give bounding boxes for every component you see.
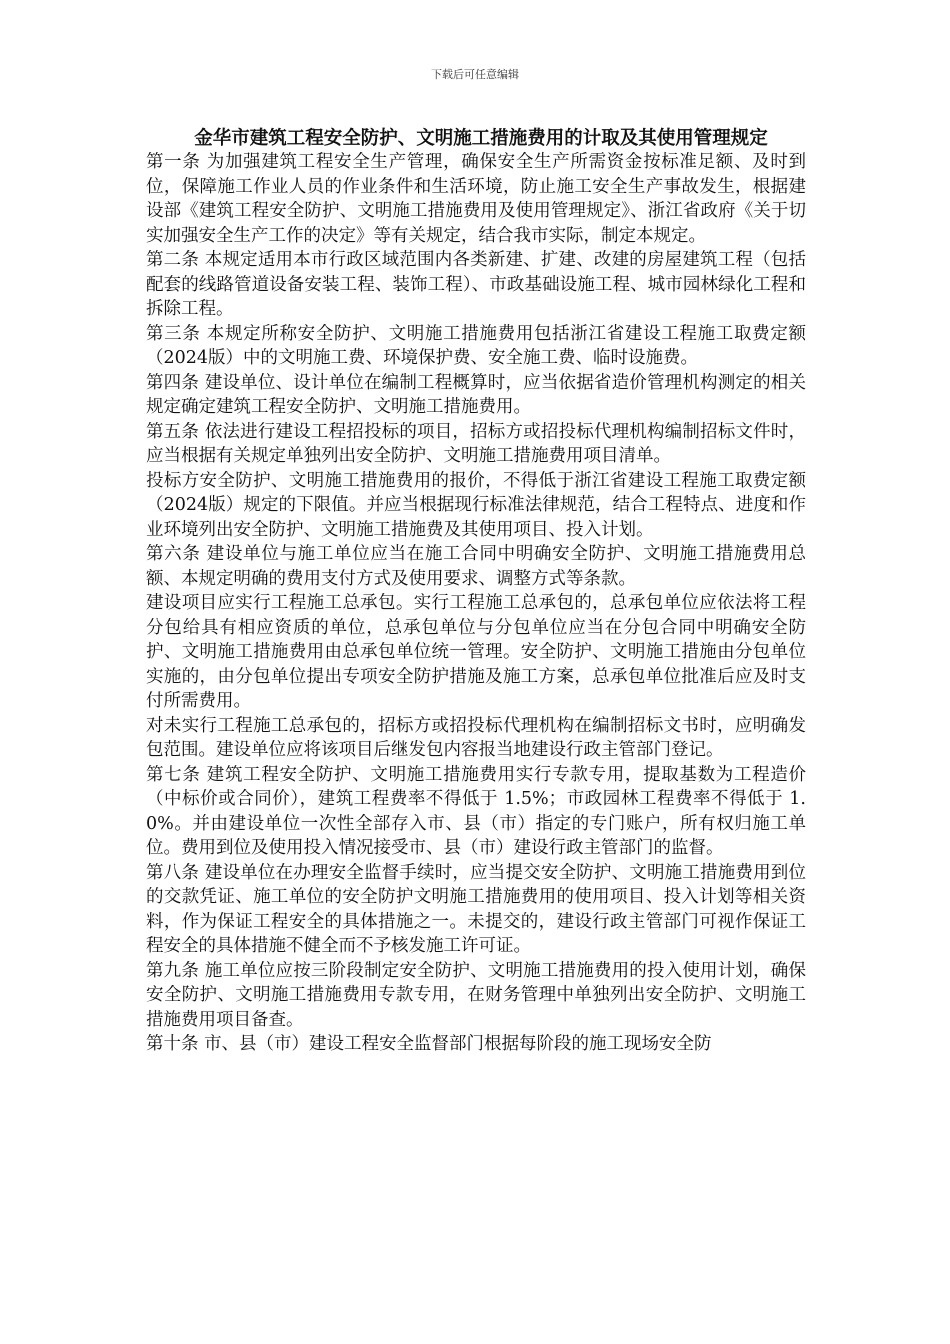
paragraph-article-4: 第四条 建设单位、设计单位在编制工程概算时，应当依据省造价管理机构测定的相关规定确定建筑工程安全防护、文明施工措施费用。: [146, 372, 806, 417]
paragraph-article-7: 第七条 建筑工程安全防护、文明施工措施费用实行专款专用，提取基数为工程造价（中标价或合同价），建筑工程费率不得低于 1.5%；市政园林工程费率不得低于 1.0%。并由建设单位一次性全部存入市、县（市）指定的专门账户，所有权归施工单位。费用到位及使用投入情况接受市、县（市）建设行政主管部门的监督。: [146, 764, 806, 858]
document-title: 金华市建筑工程安全防护、文明施工措施费用的计取及其使用管理规定: [194, 128, 768, 149]
paragraph-article-2: 第二条 本规定适用本市行政区域范围内各类新建、扩建、改建的房屋建筑工程（包括配套的线路管道设备安装工程、装饰工程）、市政基础设施工程、城市园林绿化工程和拆除工程。: [146, 250, 806, 319]
paragraph-article-5-cont: 投标方安全防护、文明施工措施费用的报价，不得低于浙江省建设工程施工取费定额（2024版）规定的下限值。并应当根据现行标准法律规范，结合工程特点、进度和作业环境列出安全防护、文明施工措施费及其使用项目、投入计划。: [146, 470, 806, 540]
paragraph-article-8: 第八条 建设单位在办理安全监督手续时，应当提交安全防护、文明施工措施费用到位的交款凭证、施工单位的安全防护文明施工措施费用的使用项目、投入计划等相关资料，作为保证工程安全的具体措施之一。未提交的，建设行政主管部门可视作保证工程安全的具体措施不健全而不予核发施工许可证。: [146, 862, 806, 956]
document-body: [146, 150, 806, 1057]
paragraph-article-3: 第三条 本规定所称安全防护、文明施工措施费用包括浙江省建设工程施工取费定额（2024版）中的文明施工费、环境保护费、安全施工费、临时设施费。: [146, 323, 806, 368]
paragraph-article-1: 第一条 为加强建筑工程安全生产管理，确保安全生产所需资金按标准足额、及时到位，保障施工作业人员的作业条件和生活环境，防止施工安全生产事故发生，根据建设部《建筑工程安全防护、文明施工措施费用及使用管理规定》、浙江省政府《关于切实加强安全生产工作的决定》等有关规定，结合我市实际，制定本规定。: [146, 152, 806, 246]
paragraph-article-6-cont-1: 建设项目应实行工程施工总承包。实行工程施工总承包的，总承包单位应依法将工程分包给具有相应资质的单位，总承包单位与分包单位应当在分包合同中明确安全防护、文明施工措施费用由总承包单位统一管理。安全防护、文明施工措施由分包单位实施的，由分包单位提出专项安全防护措施及施工方案，总承包单位批准后应及时支付所需费用。: [146, 593, 806, 711]
paragraph-article-9: 第九条 施工单位应按三阶段制定安全防护、文明施工措施费用的投入使用计划，确保安全防护、文明施工措施费用专款专用，在财务管理中单独列出安全防护、文明施工措施费用项目备查。: [146, 960, 806, 1030]
paragraph-article-5: 第五条 依法进行建设工程招投标的项目，招标方或招投标代理机构编制招标文件时，应当根据有关规定单独列出安全防护、文明施工措施费用项目清单。: [146, 421, 806, 466]
paragraph-article-10: 第十条 市、县（市）建设工程安全监督部门根据每阶段的施工现场安全防: [146, 1034, 712, 1054]
header-note: 下载后可任意编辑: [431, 68, 519, 81]
paragraph-article-6-cont-2: 对未实行工程施工总承包的，招标方或招投标代理机构在编制招标文书时，应明确发包范围。建设单位应将该项目后继发包内容报当地建设行政主管部门登记。: [146, 715, 806, 760]
paragraph-article-6: 第六条 建设单位与施工单位应当在施工合同中明确安全防护、文明施工措施费用总额、本规定明确的费用支付方式及使用要求、调整方式等条款。: [146, 544, 806, 589]
